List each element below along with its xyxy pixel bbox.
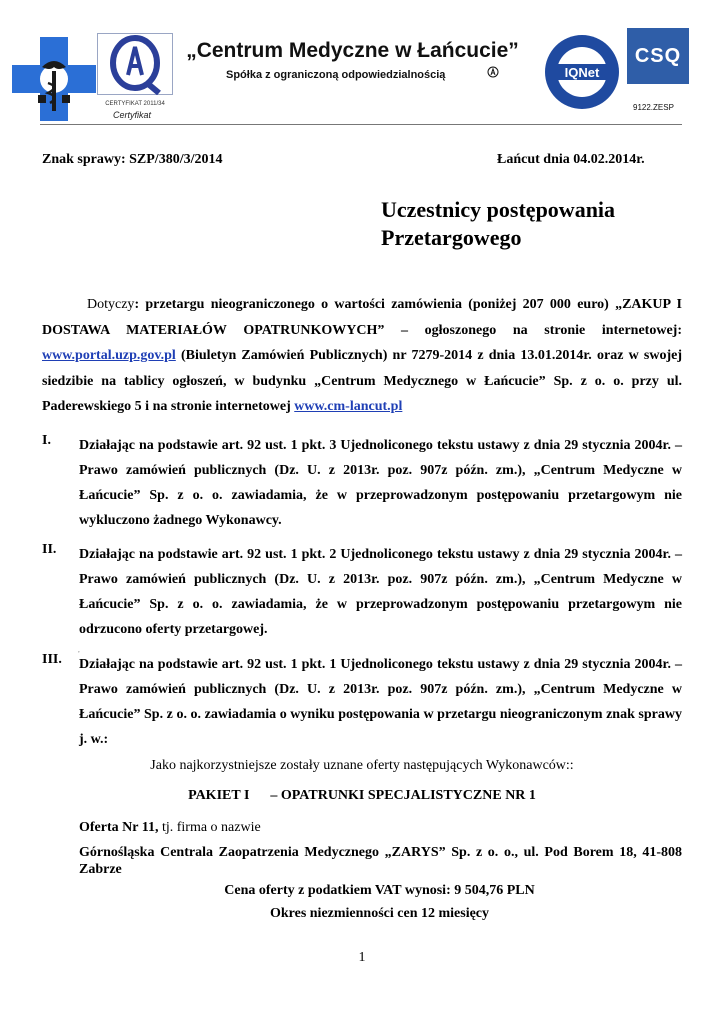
section-number: III. — [42, 652, 62, 667]
iqnet-logo — [543, 33, 621, 111]
iqnet-logo-text: IQNet — [564, 65, 600, 80]
medical-cross-logo — [12, 37, 96, 121]
document-heading — [381, 196, 615, 252]
header — [0, 0, 725, 135]
section-number: II. — [42, 542, 57, 557]
company-title: „Centrum Medyczne w Łańcucie” — [186, 39, 519, 62]
csq-logo-text: CSQ — [634, 45, 682, 67]
offer-company: Górnośląska Centrala Zaopatrzenia Medycznego „ZARYS” Sp. z o. o., ul. Pod Borem 18, 41-808 Zabrze — [79, 845, 682, 877]
certificate-q-icon — [97, 33, 173, 95]
portal-uzp-link[interactable]: www.portal.uzp.gov.pl — [42, 348, 176, 363]
header-divider — [40, 124, 682, 125]
intro-text-part1: : przetargu nieograniczonego o wartości zamówienia (poniżej 207 000 euro) „ZAKUP I DOSTAWA MATERIAŁÓW OPATRUNKOWYCH” – ogłoszonego na stronie internetowej: — [42, 297, 682, 338]
document-date: Łańcut dnia 04.02.2014r. — [497, 152, 645, 167]
offers-intro: Jako najkorzystniejsze zostały uznane oferty następujących Wykonawców:: — [150, 758, 574, 773]
offer-line — [79, 820, 261, 836]
company-subtitle: Spółka z ograniczoną odpowiedzialnością — [226, 69, 446, 81]
registered-mark-icon — [487, 66, 499, 78]
section-text: Działając na podstawie art. 92 ust. 1 pkt. 3 Ujednoliconego tekstu ustawy z dnia 29 stycznia 2004r. – Prawo zamówień publicznych (Dz. U. z 2013r. poz. 907z późn. zm.), „Centrum Medyczne w Łańcucie” Sp. z o. o. zawiadamia, że w przeprowadzonym postępowaniu przetargowym nie wykluczono żadnego Wykonawcy. — [79, 438, 682, 528]
certificate-subcaption: Certyfikat — [113, 110, 152, 120]
dotyczy-label: Dotyczy — [87, 297, 135, 312]
offer-label: Oferta Nr 11, — [79, 820, 159, 835]
cm-lancut-link[interactable]: www.cm-lancut.pl — [294, 399, 403, 414]
scan-mark: , — [78, 646, 80, 654]
csq-logo — [627, 28, 689, 84]
csq-code: 9122.ZESP — [633, 103, 674, 112]
certificate-caption: CERTYFIKAT 2011/34 — [105, 101, 165, 107]
intro-text-part2: (Biuletyn Zamówień Publicznych) nr 7279-2014 z dnia 13.01.2014r. oraz w swojej siedzibie na tablicy ogłoszeń, w budynku „Centrum Medycznego w Łańcucie” Sp. z o. o. przy ul. Paderewskiego 5 i na stronie internetowej — [42, 348, 682, 414]
section-text: Działając na podstawie art. 92 ust. 1 pkt. 2 Ujednoliconego tekstu ustawy z dnia 29 stycznia 2004r. – Prawo zamówień publicznych (Dz. U. z 2013r. poz. 907z późn. zm.), „Centrum Medyczne w Łańcucie” Sp. z o. o. zawiadamia, że w przeprowadzonym postępowaniu przetargowym nie odrzucono oferty przetargowej. — [79, 547, 682, 637]
offer-label-rest: tj. firma o nazwie — [158, 820, 261, 835]
heading-line-2: Przetargowego — [381, 225, 522, 250]
section-iii — [42, 652, 682, 752]
case-number: Znak sprawy: SZP/380/3/2014 — [42, 152, 223, 167]
section-i — [42, 433, 682, 533]
section-ii — [42, 542, 682, 642]
offer-price: Cena oferty z podatkiem VAT wynosi: 9 504,76 PLN — [224, 883, 535, 898]
certificate-logo — [97, 33, 173, 109]
heading-line-1: Uczestnicy postępowania — [381, 197, 616, 222]
pakiet-heading: PAKIET I – OPATRUNKI SPECJALISTYCZNE NR 1 — [188, 788, 536, 803]
section-number: I. — [42, 433, 51, 448]
page-number: 1 — [358, 950, 366, 965]
offer-price-period: Okres niezmienności cen 12 miesięcy — [269, 906, 490, 921]
intro-paragraph — [42, 292, 682, 420]
section-text: Działając na podstawie art. 92 ust. 1 pkt. 1 Ujednoliconego tekstu ustawy z dnia 29 stycznia 2004r. – Prawo zamówień publicznych (Dz. U. z 2013r. poz. 907z późn. zm.), „Centrum Medyczne w Łańcucie” Sp. z o. o. zawiadamia o wyniku postępowania w przetargu nieograniczonym znak sprawy j. w.: — [79, 657, 682, 747]
